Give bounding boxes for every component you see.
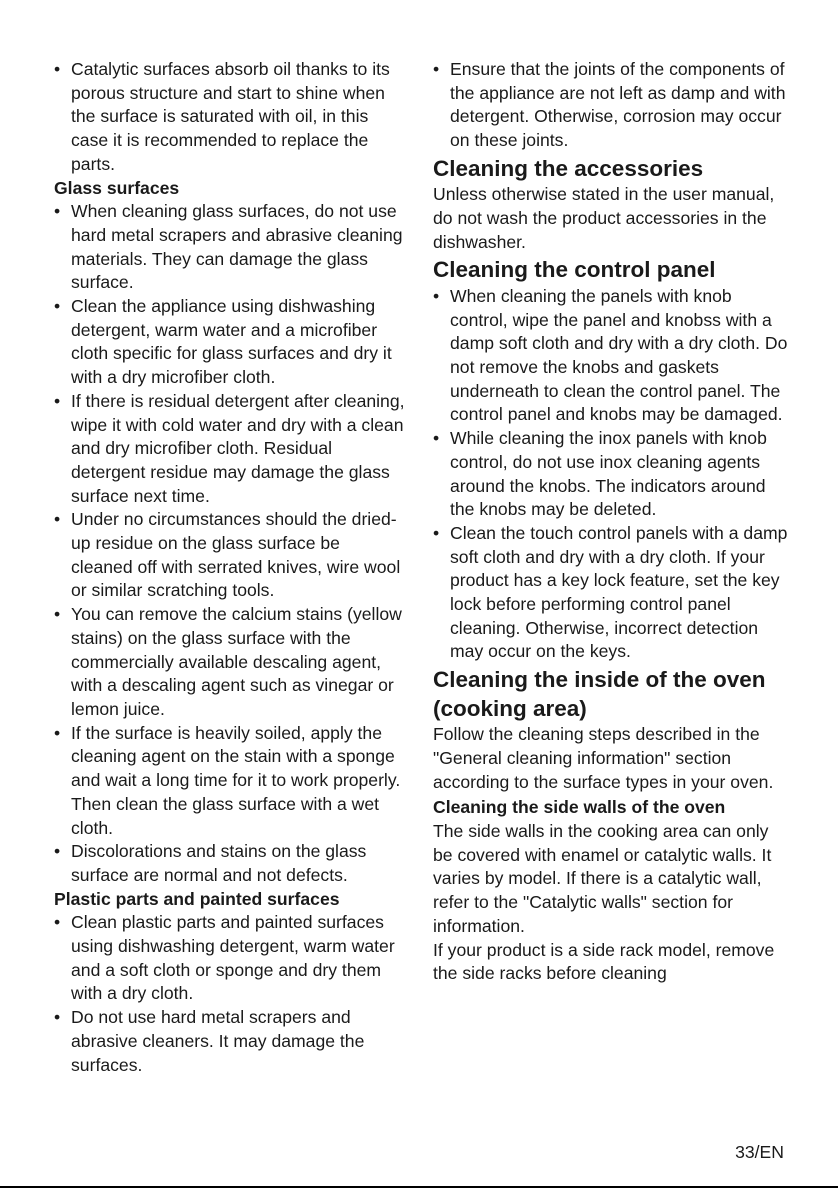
right-column xyxy=(433,58,791,986)
inside-oven-paragraph: Follow the cleaning steps described in the "General cleaning information" section according to the surface types in your oven. xyxy=(433,724,774,792)
list-item: • When cleaning the panels with knob control, wipe the panel and knobss with a damp soft cloth and dry with a dry cloth. Do not remove the knobs and gaskets underneath to clean the control panel. The control panel and knobs may be damaged. xyxy=(433,285,791,427)
list-item: • Do not use hard metal scrapers and abrasive cleaners. It may damage the surfaces. xyxy=(54,1006,406,1077)
list-item: • While cleaning the inox panels with knob control, do not use inox cleaning agents around the knobs. The indicators around the knobs may be deleted. xyxy=(433,427,791,522)
accessories-paragraph: Unless otherwise stated in the user manual, do not wash the product accessories in the dishwasher. xyxy=(433,184,775,252)
control-panel-list xyxy=(433,285,791,664)
list-item: • You can remove the calcium stains (yellow stains) on the glass surface with the commercially available descaling agent, with a descaling agent such as vinegar or lemon juice. xyxy=(54,603,406,722)
inside-oven-heading: Cleaning the inside of the oven (cooking area) xyxy=(433,667,766,721)
list-item: • Clean plastic parts and painted surfaces using dishwashing detergent, warm water and a soft cloth or sponge and dry them with a dry cloth. xyxy=(54,911,406,1006)
list-item: • Catalytic surfaces absorb oil thanks to its porous structure and start to shine when the surface is saturated with oil, in this case it is recommended to replace the parts. xyxy=(54,58,406,177)
list-item: • If the surface is heavily soiled, apply the cleaning agent on the stain with a sponge and wait a long time for it to work properly. Then clean the glass surface with a wet cloth. xyxy=(54,722,406,841)
plastic-parts-list xyxy=(54,911,406,1077)
list-item: • Discolorations and stains on the glass surface are normal and not defects. xyxy=(54,840,406,887)
list-item: • Clean the appliance using dishwashing detergent, warm water and a microfiber cloth specific for glass surfaces and dry it with a dry microfiber cloth. xyxy=(54,295,406,390)
side-walls-paragraph: The side walls in the cooking area can only be covered with enamel or catalytic walls. It varies by model. If there is a catalytic wall, refer to the "Catalytic walls" section for information. xyxy=(433,820,772,936)
side-racks-paragraph: If your product is a side rack model, remove the side racks before cleaning xyxy=(433,939,775,984)
list-item: • Ensure that the joints of the components of the appliance are not left as damp and with detergent. Otherwise, corrosion may occur on these joints. xyxy=(433,58,791,153)
list-item: • If there is residual detergent after cleaning, wipe it with cold water and dry with a clean and dry microfiber cloth. Residual detergent residue may damage the glass surface next time. xyxy=(54,390,406,509)
glass-surfaces-heading: Glass surfaces xyxy=(54,177,180,198)
list-item: • When cleaning glass surfaces, do not use hard metal scrapers and abrasive cleaning materials. They can damage the glass surface. xyxy=(54,200,406,295)
page-number: 33/EN xyxy=(735,1142,784,1162)
plastic-parts-heading: Plastic parts and painted surfaces xyxy=(54,888,340,909)
left-column xyxy=(54,58,406,1077)
control-panel-heading: Cleaning the control panel xyxy=(433,257,716,283)
list-item: • Under no circumstances should the dried-up residue on the glass surface be cleaned off with serrated knives, wire wool or similar scratching tools. xyxy=(54,508,406,603)
footer-rule xyxy=(0,1186,838,1188)
side-walls-heading: Cleaning the side walls of the oven xyxy=(433,797,726,818)
catalytic-list xyxy=(54,58,406,177)
joints-list xyxy=(433,58,791,153)
glass-surfaces-list xyxy=(54,200,406,887)
accessories-heading: Cleaning the accessories xyxy=(433,155,704,181)
list-item: • Clean the touch control panels with a damp soft cloth and dry with a dry cloth. If your product has a key lock feature, set the key lock before performing control panel cleaning. Otherwise, incorrect detection may occur on the keys. xyxy=(433,522,791,664)
